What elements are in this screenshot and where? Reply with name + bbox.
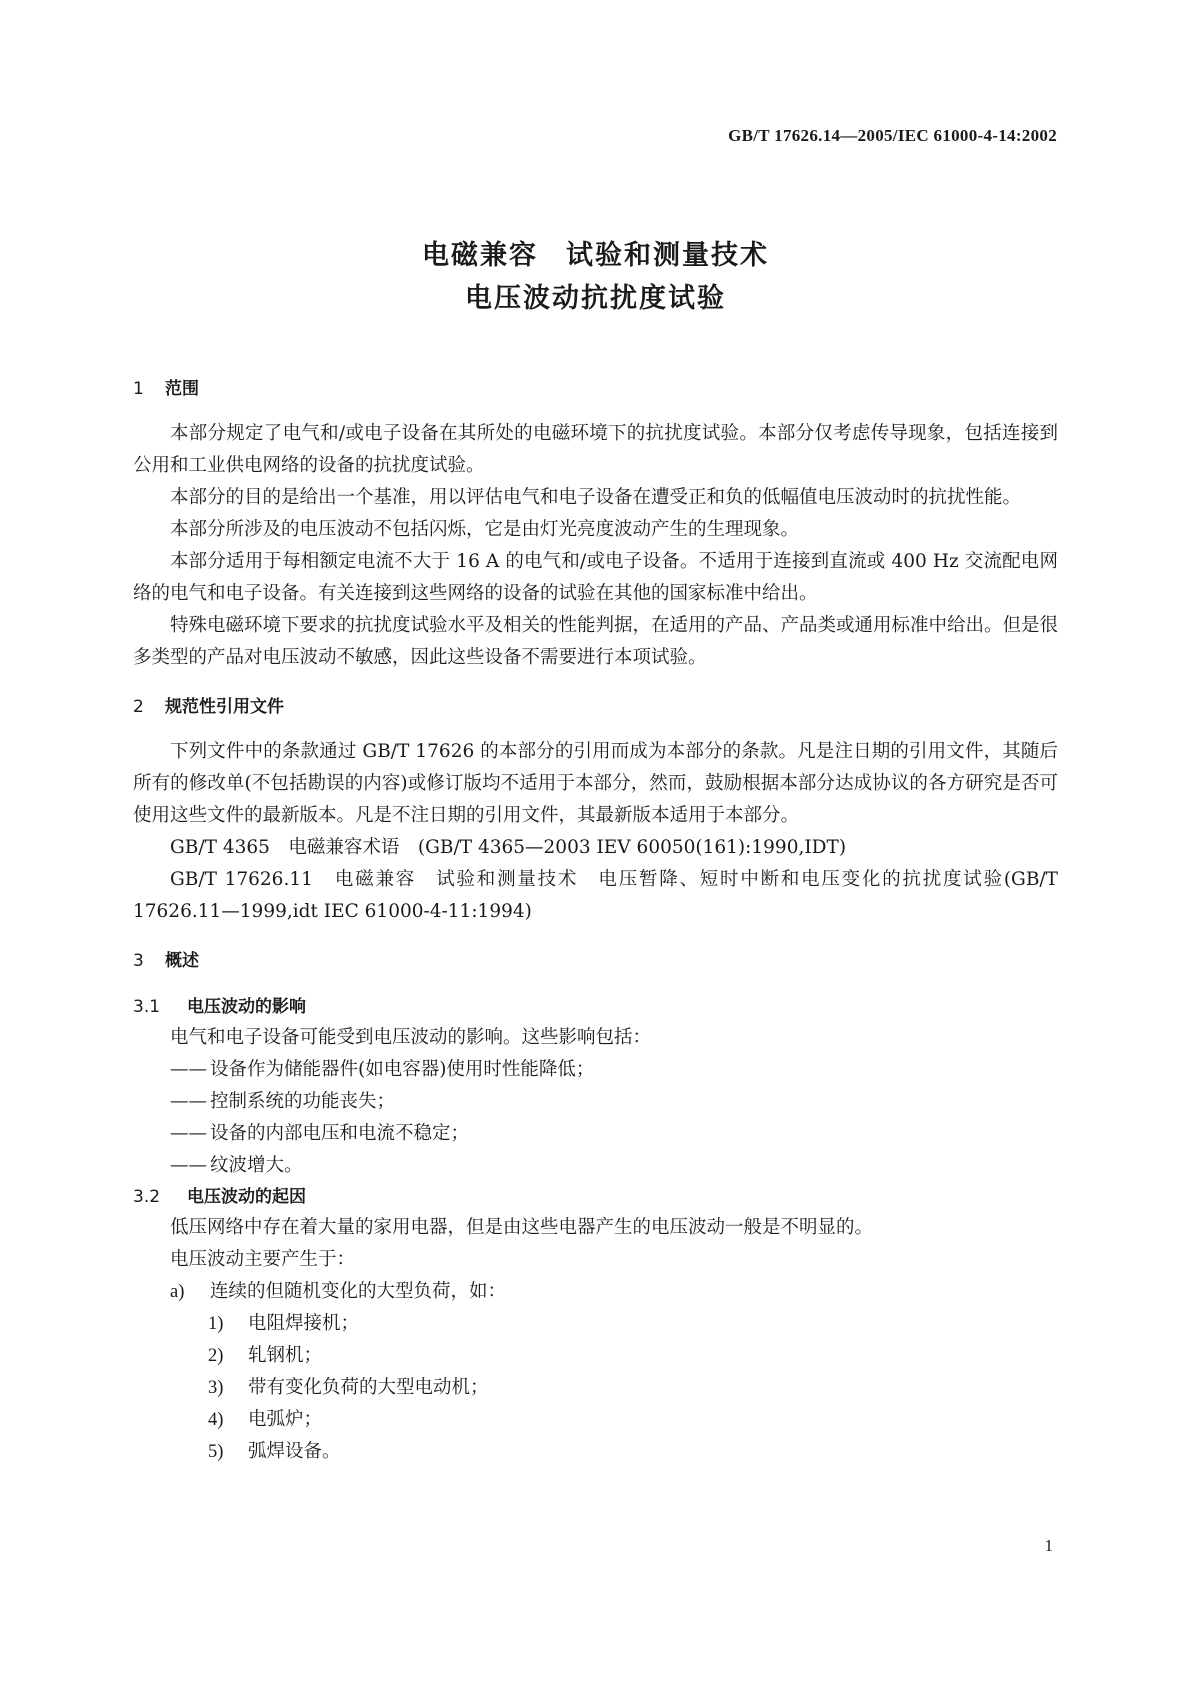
section-title: 规范性引用文件 [165,697,284,717]
section-number: 2 [133,697,144,717]
subsection-3-2-heading [133,1182,1058,1212]
paragraph: 电压波动主要产生于： [170,1249,356,1270]
subsection-title: 电压波动的影响 [187,997,306,1017]
sub-list-item: 1) 电阻焊接机； [208,1313,360,1334]
list-item: —— 纹波增大。 [170,1155,303,1176]
paragraph: 本部分的目的是给出一个基准，用以评估电气和电子设备在遭受正和负的低幅值电压波动时的抗扰性能。 [170,487,1022,508]
list-item: —— 设备的内部电压和电流不稳定； [170,1123,470,1144]
title-part-1: 电磁兼容 [422,240,538,271]
standard-code: GB/T 17626.14—2005/IEC 61000-4-14:2002 [728,126,1057,145]
title-line-2: 电压波动抗扰度试验 [465,283,726,314]
paragraph: 电气和电子设备可能受到电压波动的影响。这些影响包括： [170,1027,652,1048]
sub-list-item: 5) 弧焊设备。 [208,1441,341,1462]
sub-list-item: 2) 轧钢机； [208,1345,323,1366]
sub-list-item: 4) 电弧炉； [208,1409,323,1430]
subsection-number: 3.1 [133,997,161,1017]
list-item: —— 控制系统的功能丧失； [170,1091,396,1112]
subsection-number: 3.2 [133,1187,161,1207]
paragraph: 下列文件中的条款通过 GB/T 17626 的本部分的引用而成为本部分的条款。凡是注日期的引用文件，其随后所有的修改单(不包括勘误的内容)或修订版均不适用于本部分，然而，鼓励根据本部分达成协议的各方研究是否可使用这些文件的最新版本。凡是不注日期的引用文件，其最新版本适用于本部分。 [133,741,1058,826]
section-number: 3 [133,951,144,971]
section-title: 范围 [165,379,199,399]
section-title: 概述 [165,951,199,971]
title-part-2: 试验和测量技术 [566,240,769,271]
paragraph: 低压网络中存在着大量的家用电器，但是由这些电器产生的电压波动一般是不明显的。 [170,1217,874,1238]
paragraph: 本部分适用于每相额定电流不大于 16 A 的电气和/或电子设备。不适用于连接到直流或 400 Hz 交流配电网络的电气和电子设备。有关连接到这些网络的设备的试验在其他的国家标准中给出。 [133,551,1058,604]
normative-reference: GB/T 4365 电磁兼容术语 (GB/T 4365—2003 IEV 60050(161):1990,IDT) [170,837,847,858]
document-body [133,374,1058,1468]
list-item: a) 连续的但随机变化的大型负荷，如： [170,1281,507,1302]
paragraph: 本部分所涉及的电压波动不包括闪烁，它是由灯光亮度波动产生的生理现象。 [170,519,800,540]
paragraph: 特殊电磁环境下要求的抗扰度试验水平及相关的性能判据，在适用的产品、产品类或通用标准中给出。但是很多类型的产品对电压波动不敏感，因此这些设备不需要进行本项试验。 [133,615,1059,668]
list-item: —— 设备作为储能器件(如电容器)使用时性能降低； [170,1059,595,1080]
section-2-heading [133,692,1058,722]
sub-list-item: 3) 带有变化负荷的大型电动机； [208,1377,489,1398]
section-1-heading [133,374,1058,404]
subsection-title: 电压波动的起因 [187,1187,306,1207]
section-number: 1 [133,379,144,399]
section-3-heading [133,946,1058,976]
subsection-3-1-heading [133,992,1058,1022]
page-number: 1 [1044,1536,1053,1555]
paragraph: 本部分规定了电气和/或电子设备在其所处的电磁环境下的抗扰度试验。本部分仅考虑传导现象，包括连接到公用和工业供电网络的设备的抗扰度试验。 [133,423,1058,476]
normative-reference: GB/T 17626.11 电磁兼容 试验和测量技术 电压暂降、短时中断和电压变化的抗扰度试验(GB/T 17626.11—1999,idt IEC 61000-4-11:1994) [133,869,1058,922]
title-line-1 [0,233,1191,272]
